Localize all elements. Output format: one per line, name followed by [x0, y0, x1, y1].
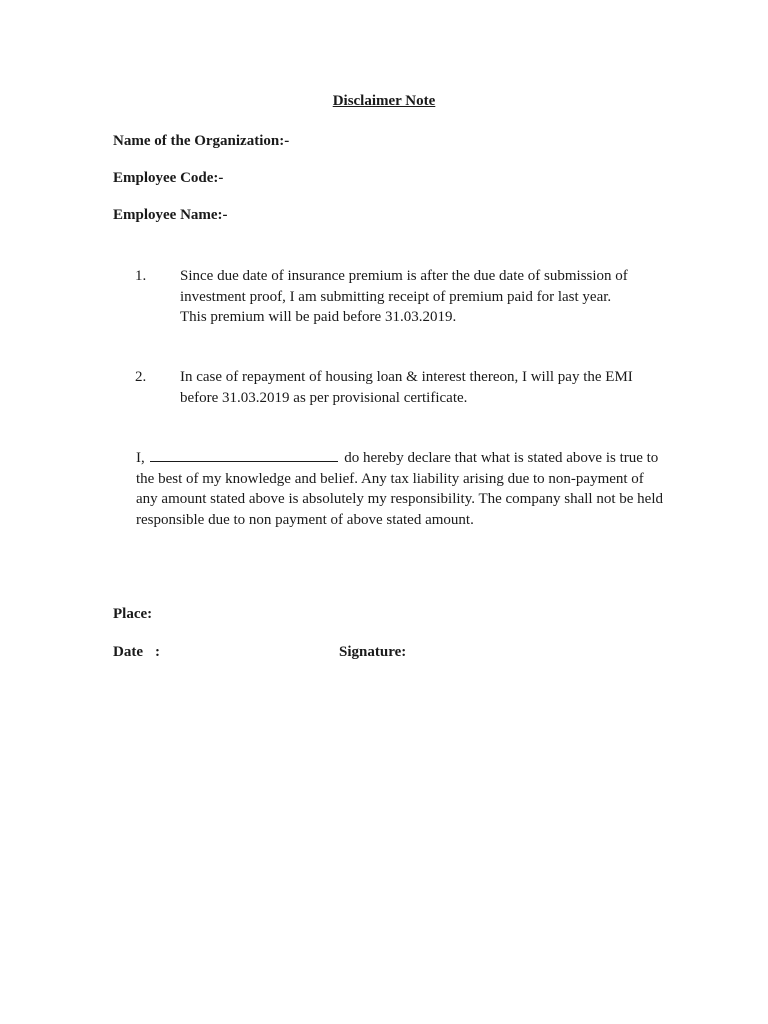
list-item-number: 1.: [135, 268, 147, 284]
declaration-paragraph: [136, 448, 666, 530]
date-colon: :: [155, 644, 160, 660]
employee-code-label: Employee Code:-: [113, 170, 224, 186]
organization-label: Name of the Organization:-: [113, 133, 290, 149]
declaration-prefix: I,: [136, 450, 145, 466]
document-title: Disclaimer Note: [332, 93, 436, 109]
list-item: [135, 266, 635, 350]
place-label: Place:: [113, 606, 153, 622]
list-item: [135, 367, 635, 411]
date-label: Date: [113, 644, 143, 660]
employee-name-label: Employee Name:-: [113, 207, 228, 223]
name-blank-line: [150, 449, 338, 462]
list-item-number: 2.: [135, 369, 147, 385]
declaration-text: do hereby declare that what is stated above is true to the best of my knowledge and belief. Any tax liability arising due to non-payment of any amount stated above is absolutely my responsibility. The company shall not be held responsible due to non payment of above stated amount.: [136, 450, 663, 528]
list-item-text: In case of repayment of housing loan & interest thereon, I will pay the EMI before 31.03.2019 as per provisional certificate.: [180, 369, 633, 406]
signature-label: Signature:: [339, 644, 407, 660]
list-item-text: Since due date of insurance premium is after the due date of submission of investment proof, I am submitting receipt of premium paid for last year. This premium will be paid before 31.03.2019.: [180, 268, 628, 325]
